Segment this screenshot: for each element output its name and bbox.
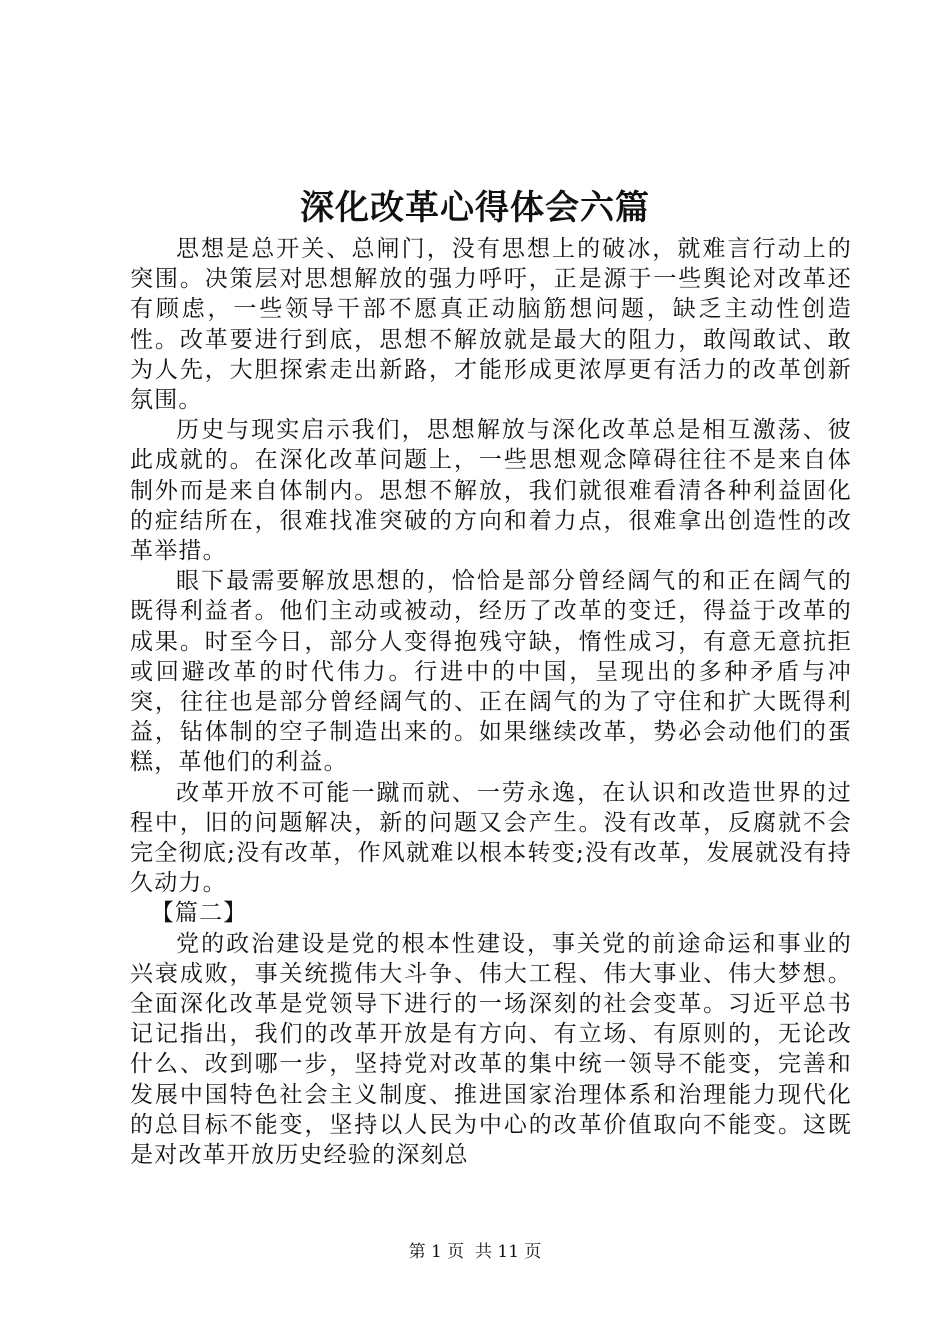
document-title: 深化改革心得体会六篇 <box>300 188 650 228</box>
paragraph: 改革开放不可能一蹴而就、一劳永逸，在认识和改造世界的过程中，旧的问题解决，新的问题又会产生。没有改革，反腐就不会完全彻底;没有改革，作风就难以根本转变;没有改革，发展就没有持久动力。 <box>130 779 852 897</box>
paragraph: 党的政治建设是党的根本性建设，事关党的前途命运和事业的兴衰成败，事关统揽伟大斗争、伟大工程、伟大事业、伟大梦想。全面深化改革是党领导下进行的一场深刻的社会变革。习近平总书记记指出，我们的改革开放是有方向、有立场、有原则的，无论改什么、改到哪一步，坚持党对改革的集中统一领导不能变，完善和发展中国特色社会主义制度、推进国家治理体系和治理能力现代化的总目标不能变，坚持以人民为中心的改革价值取向不能变。这既是对改革开放历史经验的深刻总 <box>130 930 852 1169</box>
section-heading: 【篇二】 <box>150 900 248 927</box>
paragraph: 思想是总开关、总闸门，没有思想上的破冰，就难言行动上的突围。决策层对思想解放的强力呼吁，正是源于一些舆论对改革还有顾虑，一些领导干部不愿真正动脑筋想问题，缺乏主动性创造性。改革要进行到底，思想不解放就是最大的阻力，敢闯敢试、敢为人先，大胆探索走出新路，才能形成更浓厚更有活力的改革创新氛围。 <box>130 236 852 414</box>
document-body <box>130 234 852 1170</box>
paragraph: 眼下最需要解放思想的，恰恰是部分曾经阔气的和正在阔气的既得利益者。他们主动或被动，经历了改革的变迁，得益于改革的成果。时至今日，部分人变得抱残守缺，惰性成习，有意无意抗拒或回避改革的时代伟力。行进中的中国，呈现出的多种矛盾与冲突，往往也是部分曾经阔气的、正在阔气的为了守住和扩大既得利益，钻体制的空子制造出来的。如果继续改革，势必会动他们的蛋糕，革他们的利益。 <box>130 568 852 776</box>
paragraph: 历史与现实启示我们，思想解放与深化改革总是相互激荡、彼此成就的。在深化改革问题上，一些思想观念障碍往往不是来自体制外而是来自体制内。思想不解放，我们就很难看清各种利益固化的症结所在，很难找准突破的方向和着力点，很难拿出创造性的改革举措。 <box>130 417 852 565</box>
page-footer: 第 1 页 共 11 页 <box>408 1242 542 1262</box>
